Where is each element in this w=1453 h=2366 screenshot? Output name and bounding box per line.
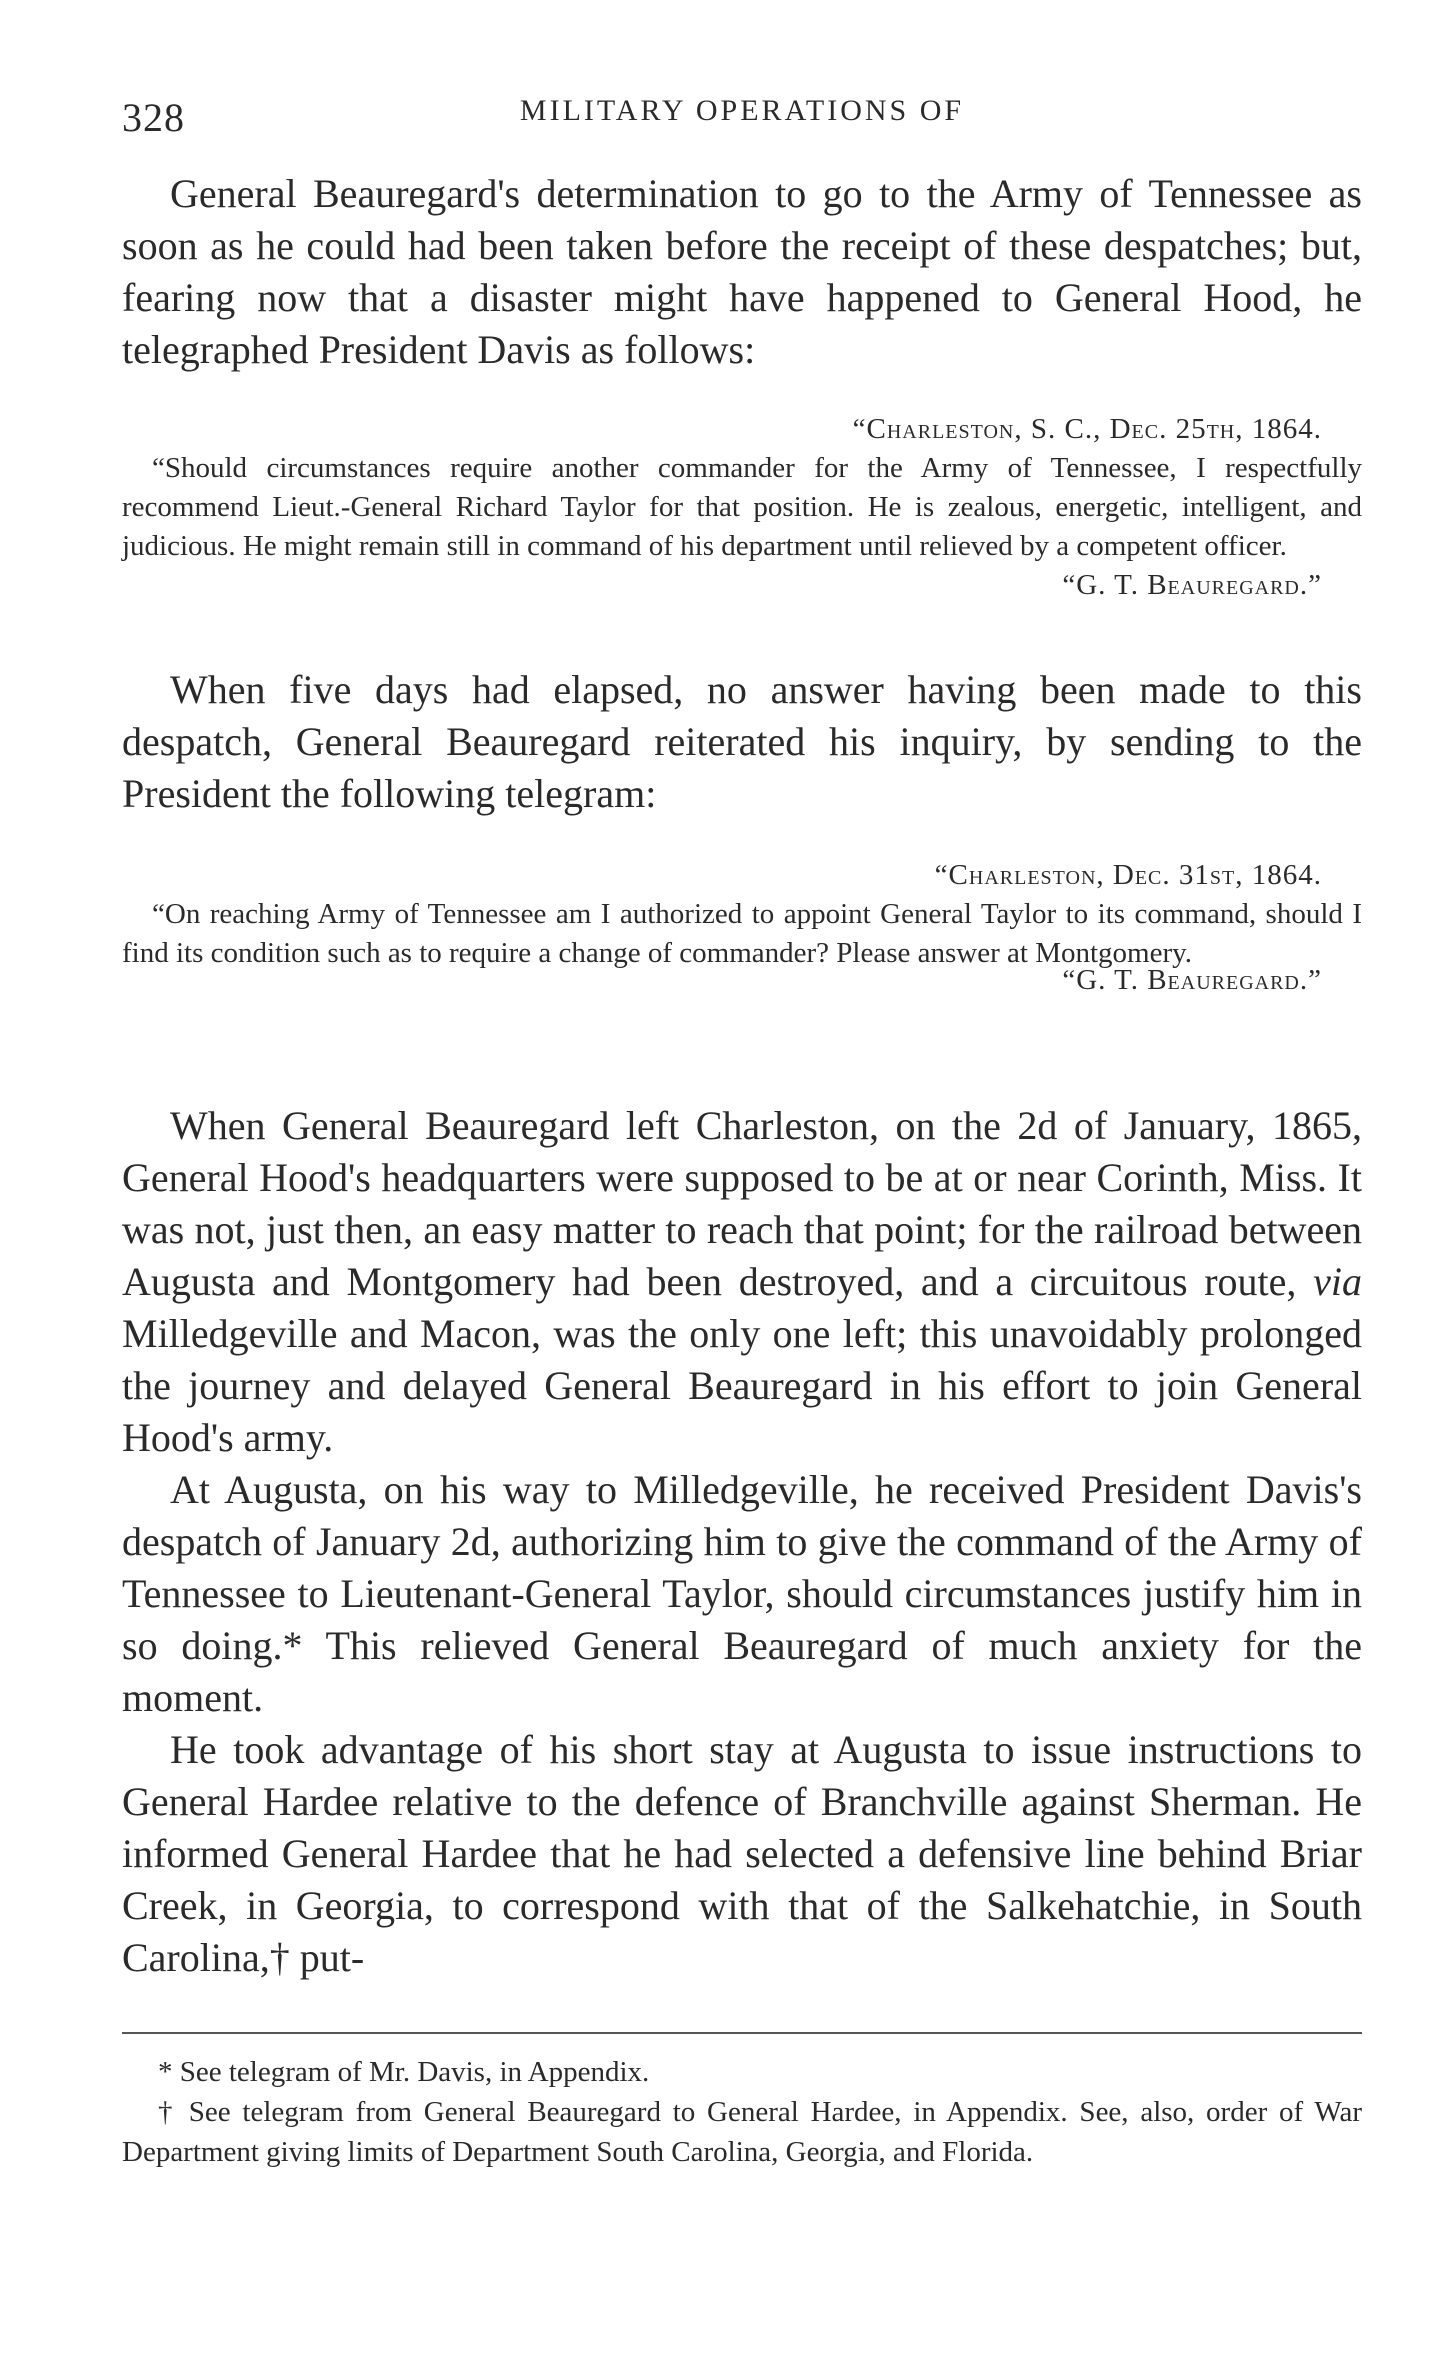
running-title: MILITARY OPERATIONS OF <box>519 94 965 127</box>
main-text-block <box>122 1100 1362 1984</box>
paragraph-3 <box>122 1100 1362 1464</box>
telegram-2-message: “On reaching Army of Tennessee am I authorized to appoint General Taylor to its command, should I find its condition such as to require a change of commander? Please answer at Montgomery. <box>122 898 1362 969</box>
paragraph-3-text-b: Milledgeville and Macon, was the only one left; this unavoidably prolonged the journey and delayed General Beauregard in his effort to join General Hood's army. <box>122 1311 1362 1460</box>
running-head <box>122 88 1362 138</box>
paragraph-3-via: via <box>1313 1259 1362 1304</box>
paragraph-3-text-a: When General Beauregard left Charleston, on the 2d of January, 1865, General Hood's headquarters were supposed to be at or near Corinth, Miss. It was not, just then, an easy matter to reach that point; for the railroad between Augusta and Montgomery had been destroyed, and a circuitous route, <box>122 1103 1362 1304</box>
telegram-1-signature: “G. T. Beauregard.” <box>1062 569 1322 601</box>
footnote-rule <box>122 2032 1362 2034</box>
paragraph-1: General Beauregard's determination to go to the Army of Tennessee as soon as he could had been taken before the receipt of these despatches; but, fearing now that a disaster might have happened to General Hood, he telegraphed President Davis as follows: <box>122 171 1362 372</box>
paragraph-5: He took advantage of his short stay at Augusta to issue instructions to General Hardee relative to the defence of Branchville against Sherman. He informed General Hardee that he had selected a defensive line behind Briar Creek, in Georgia, to correspond with that of the Salkehatchie, in South Carolina,† put- <box>122 1727 1362 1980</box>
telegram-2 <box>122 856 1362 1000</box>
paragraph-4: At Augusta, on his way to Milledgeville, he received President Davis's despatch of January 2d, authorizing him to give the command of the Army of Tennessee to Lieutenant-General Taylor, should circumstances justify him in so doing.* This relieved General Beauregard of much anxiety for the moment. <box>122 1467 1362 1720</box>
paragraph-1-block <box>122 168 1362 376</box>
page-number: 328 <box>122 95 185 140</box>
telegram-1-dateline: “Charleston, S. C., Dec. 25th, 1864. <box>852 413 1322 445</box>
paragraph-2: When five days had elapsed, no answer having been made to this despatch, General Beauregard reiterated his inquiry, by sending to the President the following telegram: <box>122 667 1362 816</box>
telegram-2-signature: “G. T. Beauregard.” <box>1062 964 1322 996</box>
footnotes <box>122 2052 1362 2172</box>
footnote-2: † See telegram from General Beauregard to General Hardee, in Appendix. See, also, order of War Department giving limits of Department South Carolina, Georgia, and Florida. <box>122 2096 1362 2168</box>
telegram-1-message: “Should circumstances require another commander for the Army of Tennessee, I respectfully recommend Lieut.-General Richard Taylor for that position. He is zealous, energetic, intelligent, and judicious. He might remain still in command of his department until relieved by a competent officer. <box>122 452 1362 562</box>
telegram-1 <box>122 410 1362 605</box>
telegram-2-dateline: “Charleston, Dec. 31st, 1864. <box>934 859 1322 891</box>
footnote-1: * See telegram of Mr. Davis, in Appendix. <box>158 2056 650 2088</box>
paragraph-2-block <box>122 664 1362 820</box>
